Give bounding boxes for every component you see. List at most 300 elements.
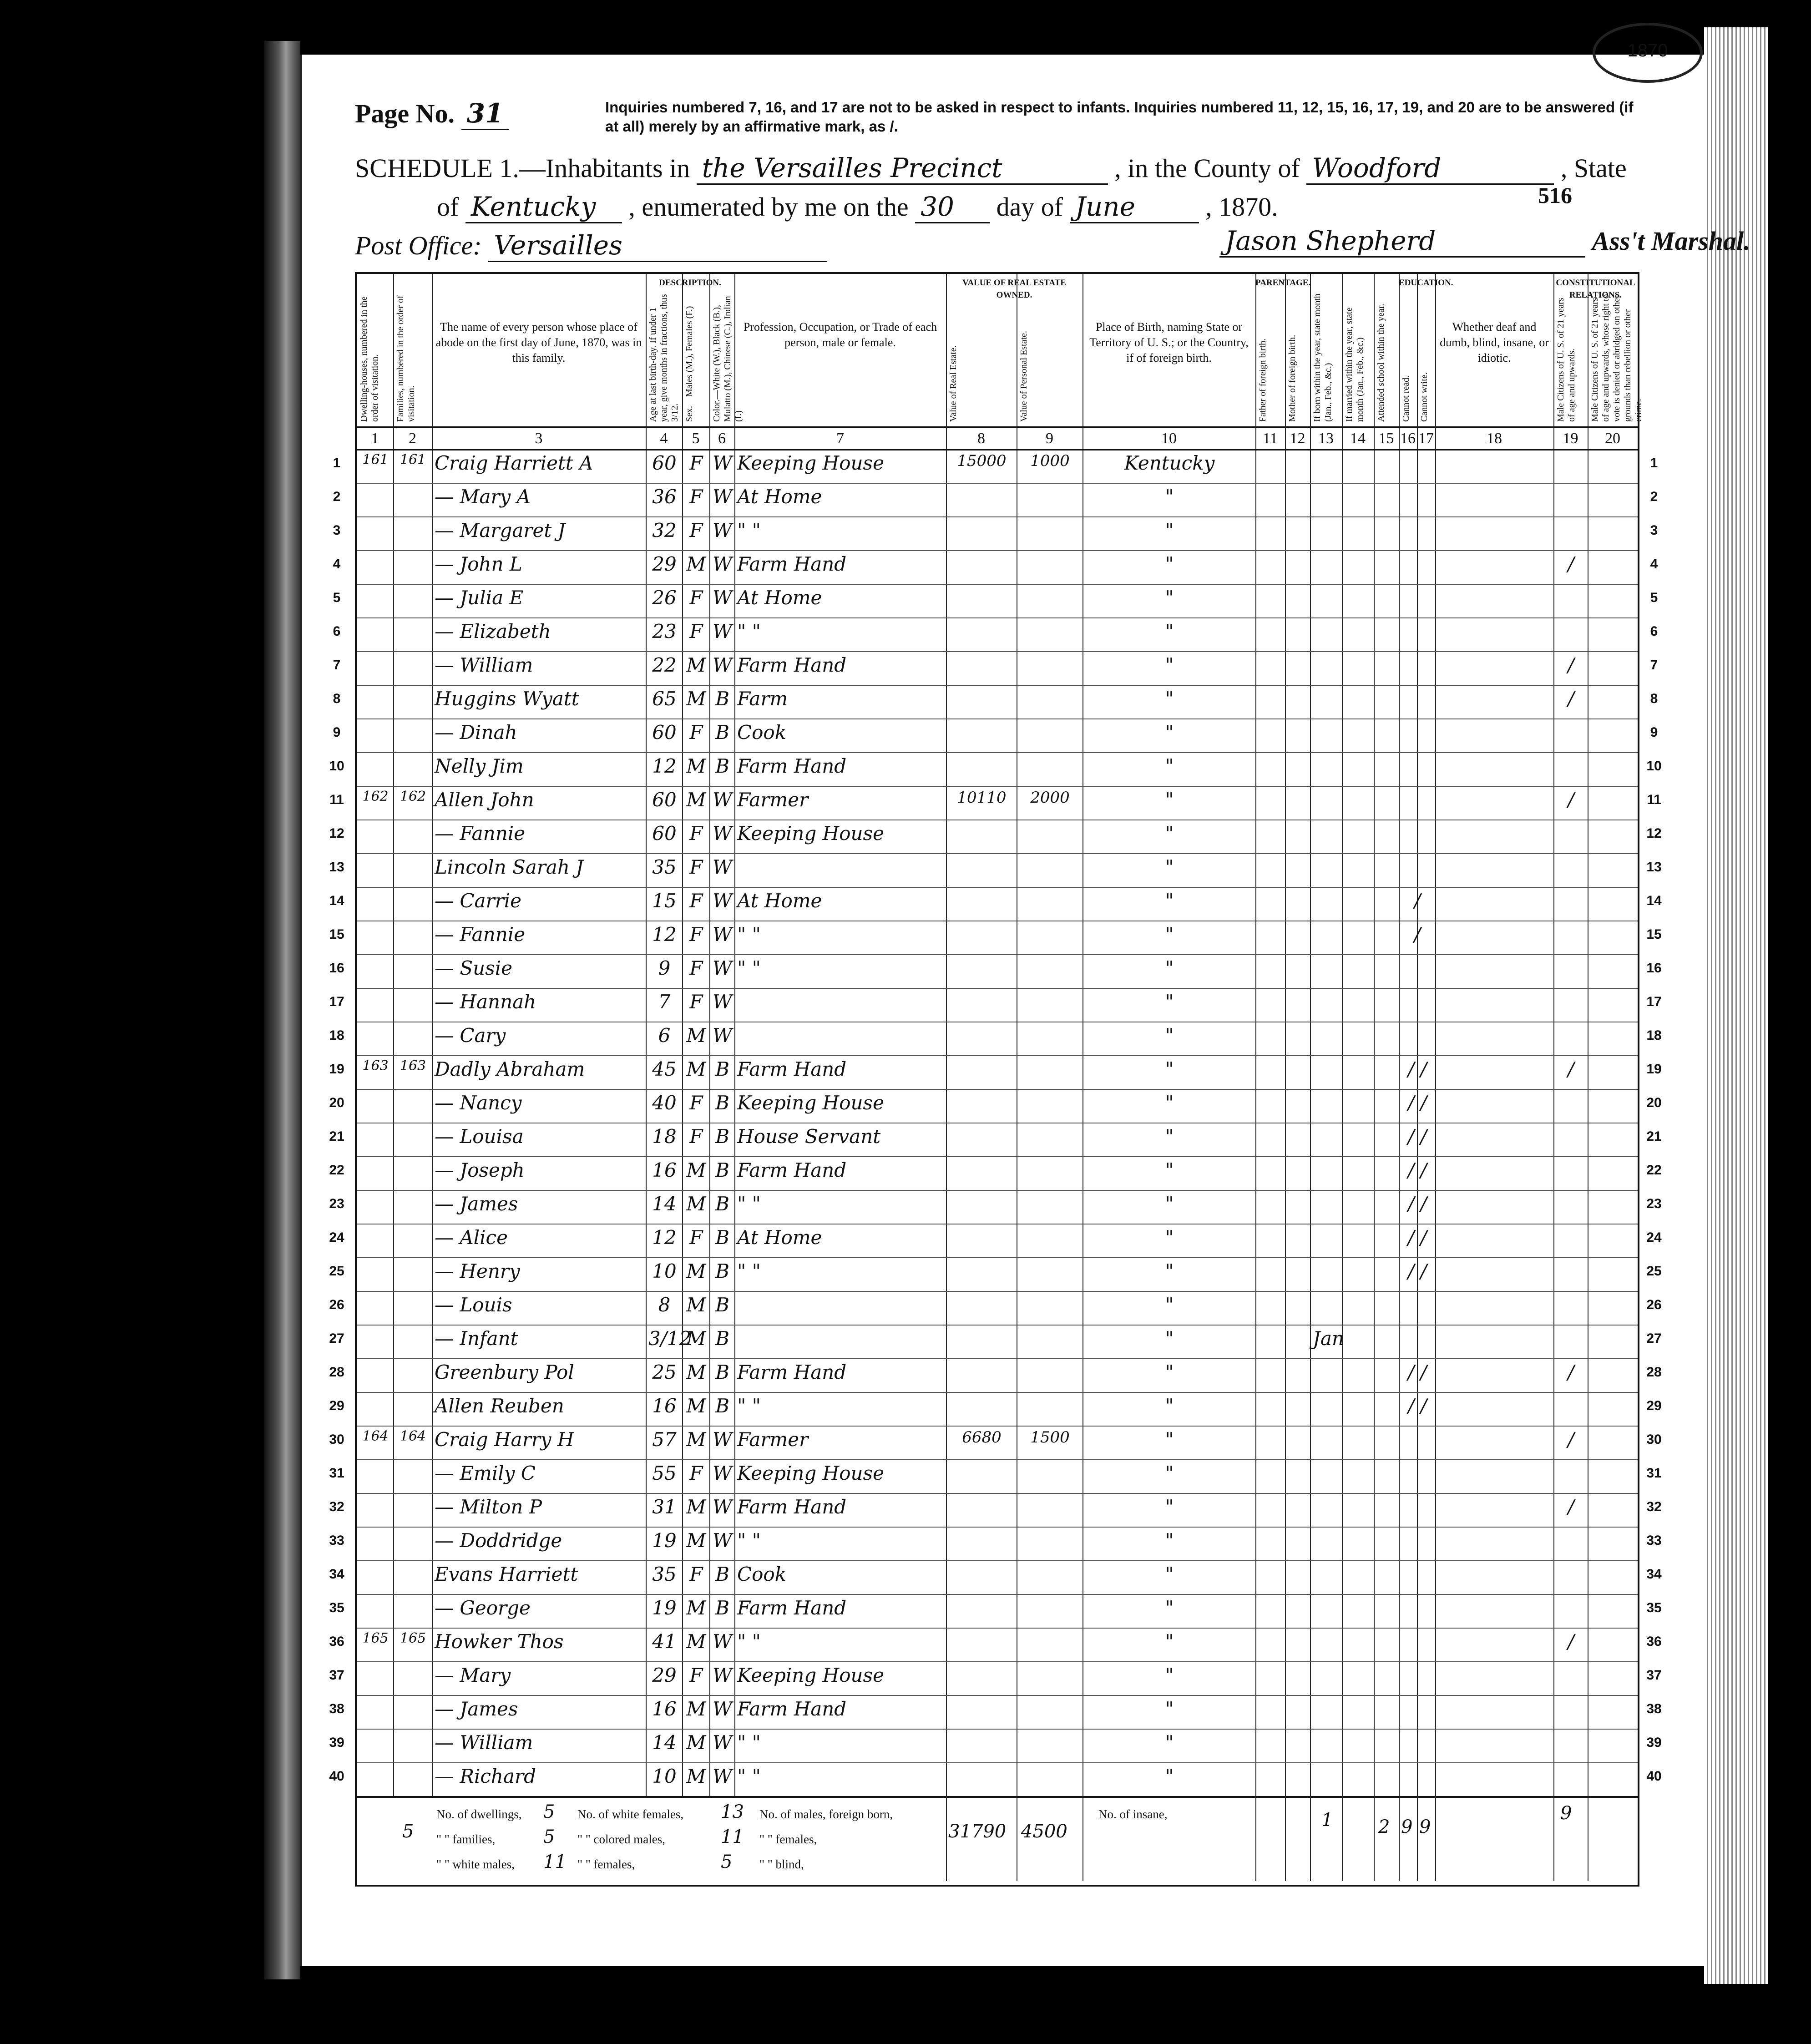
group-constitutional: CONSTITUTIONAL RELATIONS. [1556,278,1635,300]
birthplace: " [1165,856,1174,878]
sex: F [689,452,703,474]
color: W [712,486,733,508]
occupation: Keeping House [737,1462,884,1484]
color: B [715,688,729,710]
column-number-10: 10 [1161,430,1177,447]
occupation: Farmer [737,1428,809,1451]
sex: F [689,1125,703,1148]
row-number-right: 25 [1646,1264,1662,1279]
birthplace: " [1165,1496,1174,1518]
age: 36 [652,486,677,508]
row-number-right: 23 [1646,1196,1662,1211]
sex: F [689,519,703,541]
occupation: Farm Hand [737,1597,847,1619]
book-spine [264,41,300,1979]
education-marks: / / [1408,1361,1427,1383]
post-office-label: Post Office: [355,231,482,260]
post-office-name: Versailles [488,230,827,262]
occupation: " " [737,1260,761,1282]
birthplace: " [1165,1327,1174,1350]
color: B [715,721,729,744]
column-number-19: 19 [1563,430,1578,447]
education-marks: / / [1408,1125,1427,1148]
occupation: Farm Hand [737,755,847,777]
occupation: Farm Hand [737,1361,847,1383]
row-number-left: 39 [329,1735,344,1750]
personal-estate-value: 1500 [1030,1428,1070,1447]
page-label: Page No. [355,99,455,128]
footer-citizen-total: 9 [1560,1803,1572,1824]
row-number-left: 26 [329,1297,344,1312]
age: 60 [652,452,677,474]
column-divider [432,274,433,1796]
age: 16 [652,1159,677,1181]
color: B [715,1159,729,1181]
birthplace: " [1165,486,1174,508]
enumeration-line [437,191,1278,223]
footer-divider-v [1285,1796,1286,1881]
age: 45 [652,1058,677,1080]
citizen-mark: / [1568,1496,1574,1518]
occupation: " " [737,957,761,979]
row-number-left: 9 [333,725,341,740]
birthplace: " [1165,1529,1174,1552]
occupation: Keeping House [737,452,884,474]
column-number-14: 14 [1350,430,1366,447]
column-divider [1255,274,1256,1796]
occupation: " " [737,1395,761,1417]
color: W [712,789,733,811]
person-name: — Alice [435,1226,508,1249]
footer-families-value: 5 [543,1826,555,1847]
dwelling-number: 161 [362,452,389,468]
occupation: Farm [737,688,788,710]
group-parentage: PARENTAGE. [1255,278,1311,288]
color: W [712,1630,733,1653]
row-number-left: 1 [333,455,341,471]
column-number-17: 17 [1418,430,1434,447]
column-header-14: If married within the year, state month (Jan., Feb., &c.) [1344,307,1365,422]
column-header-11: Father of foreign birth. [1258,338,1268,422]
birthplace: " [1165,1058,1174,1080]
number-row-divider [357,449,1638,450]
color: W [712,1024,733,1047]
occupation: Farm Hand [737,1159,847,1181]
age: 55 [652,1462,677,1484]
color: W [712,1529,733,1552]
education-marks: / / [1408,1226,1427,1249]
row-number-left: 3 [333,523,341,538]
person-name: — Margaret J [435,519,566,541]
row-number-left: 2 [333,489,341,504]
footer-females-label: " " females, [759,1832,817,1846]
birthplace: " [1165,1563,1174,1585]
row-number-left: 16 [329,961,344,976]
birthplace: " [1165,923,1174,946]
row-number-right: 18 [1646,1028,1662,1043]
person-name: — Carrie [435,890,521,912]
sex: M [686,1698,706,1720]
family-number: 161 [400,452,426,468]
column-number-6: 6 [718,430,726,447]
row-number-right: 10 [1646,759,1662,774]
row-divider [357,1560,1638,1561]
sex: M [686,1327,706,1350]
column-header-12: Mother of foreign birth. [1287,334,1297,422]
column-divider [1435,274,1436,1796]
schedule-label: SCHEDULE 1.—Inhabitants in [355,153,690,183]
age: 7 [658,991,671,1013]
column-header-16: Cannot read. [1401,375,1411,422]
birthplace: " [1165,991,1174,1013]
citizen-mark: / [1568,688,1574,710]
column-header-20: Male Citizens of U. S. of 21 years of age and upwards, whose right to vote is denied or abridged on other grounds than rebellion or other crime. [1590,294,1644,422]
row-divider [357,1089,1638,1090]
sex: F [689,822,703,845]
personal-estate-value: 1000 [1030,452,1070,470]
row-number-right: 38 [1646,1701,1662,1716]
state-name: Kentucky [465,191,622,223]
row-divider [357,1257,1638,1258]
dwelling-number: 162 [362,789,389,804]
row-divider [357,651,1638,652]
sex: M [686,1597,706,1619]
state-label: , State [1560,153,1627,183]
color: B [715,1327,729,1350]
sex: F [689,620,703,643]
column-header-2: Families, numbered in the order of visitation. [395,295,416,422]
age: 29 [652,553,677,575]
age: 65 [652,688,677,710]
age: 26 [652,587,677,609]
sex: M [686,1260,706,1282]
row-number-left: 32 [329,1499,344,1514]
column-header-19: Male Citizens of U. S. of 21 years of age and upwards. [1556,298,1577,422]
corner-stamp: 1870 [1593,23,1703,83]
footer-school-total: 2 [1378,1816,1390,1837]
person-name: — John L [435,553,522,575]
birthplace: " [1165,1361,1174,1383]
color: W [712,1765,733,1787]
group-value: VALUE OF REAL ESTATE OWNED. [962,278,1066,300]
color: B [715,1092,729,1114]
age: 57 [652,1428,677,1451]
color: W [712,1496,733,1518]
sex: M [686,553,706,575]
sex: F [689,1664,703,1686]
column-number-12: 12 [1290,430,1305,447]
marshal-label: Ass't Marshal. [1592,226,1750,256]
color: W [712,620,733,643]
occupation: " " [737,519,761,541]
birthplace: " [1165,1294,1174,1316]
row-number-left: 22 [329,1163,344,1178]
person-name: Craig Harry H [435,1428,574,1451]
row-number-right: 15 [1646,927,1662,942]
sex: M [686,755,706,777]
row-number-right: 26 [1646,1297,1662,1312]
occupation: Keeping House [737,1664,884,1686]
column-header-15: Attended school within the year. [1376,304,1386,422]
education-marks: / [1414,890,1421,912]
person-name: Allen John [435,789,534,811]
column-divider [1310,274,1311,1796]
person-name: Nelly Jim [435,755,524,777]
column-divider [946,274,947,1796]
sex: M [686,789,706,811]
person-name: — James [435,1698,518,1720]
person-name: Huggins Wyatt [435,688,579,710]
column-header-17: Cannot write. [1419,372,1429,422]
birthplace: " [1165,1125,1174,1148]
sex: F [689,1462,703,1484]
footer-divider-v [946,1796,947,1881]
row-number-right: 34 [1646,1567,1662,1582]
person-name: — Louisa [435,1125,524,1148]
occupation: At Home [737,587,822,609]
row-number-left: 30 [329,1432,344,1447]
row-number-left: 29 [329,1398,344,1413]
footer-divider-v [1417,1796,1418,1881]
birthplace: " [1165,1630,1174,1653]
age: 9 [658,957,671,979]
person-name: — Elizabeth [435,620,551,643]
age: 40 [652,1092,677,1114]
row-number-right: 28 [1646,1365,1662,1380]
footer-divider-v [1553,1796,1554,1881]
birthplace: " [1165,957,1174,979]
column-header-5: Sex.—Males (M.), Females (F.) [684,306,694,422]
row-number-right: 29 [1646,1398,1662,1413]
color: W [712,553,733,575]
occupation: Farm Hand [737,553,847,575]
age: 15 [652,890,677,912]
birthplace: " [1165,620,1174,643]
row-number-left: 37 [329,1668,344,1683]
row-number-left: 28 [329,1365,344,1380]
row-divider [357,685,1638,686]
row-number-right: 32 [1646,1499,1662,1514]
occupation: Farm Hand [737,1058,847,1080]
person-name: — Susie [435,957,513,979]
page-number-line [355,98,509,130]
person-name: — Joseph [435,1159,525,1181]
row-number-right: 21 [1646,1129,1662,1144]
row-number-right: 22 [1646,1163,1662,1178]
row-number-left: 12 [329,826,344,841]
row-divider [357,1527,1638,1528]
education-marks: / / [1408,1159,1427,1181]
sex: F [689,587,703,609]
row-number-right: 40 [1646,1769,1662,1784]
age: 14 [652,1731,677,1754]
occupation: At Home [737,486,822,508]
color: W [712,856,733,878]
sex: M [686,688,706,710]
age: 35 [652,1563,677,1585]
row-number-right: 36 [1646,1634,1662,1649]
birthplace: " [1165,1395,1174,1417]
family-number: 164 [400,1428,426,1444]
age: 12 [652,1226,677,1249]
age: 41 [652,1630,677,1653]
age: 19 [652,1597,677,1619]
footer-divider-v [1310,1796,1311,1881]
age: 23 [652,620,677,643]
row-number-left: 24 [329,1230,344,1245]
row-number-right: 11 [1647,792,1661,807]
column-divider [1417,274,1418,1796]
color: B [715,1294,729,1316]
row-divider [357,516,1638,517]
row-divider [357,1729,1638,1730]
footer-blind-label: " " blind, [759,1857,804,1871]
age: 29 [652,1664,677,1686]
color: B [715,1597,729,1619]
day-of-label: day of [996,192,1063,222]
row-number-left: 27 [329,1331,344,1346]
footer-personal-estate-total: 4500 [1021,1821,1067,1842]
birthplace: " [1165,789,1174,811]
occupation: Farm Hand [737,654,847,676]
column-header-6: Color.—White (W.), Black (B.), Mulatto (M.), Chinese (C.), Indian (I.) [712,296,744,422]
real-estate-value: 10110 [957,789,1007,807]
row-number-right: 13 [1646,860,1662,875]
sex: F [689,856,703,878]
sex: M [686,1159,706,1181]
birthplace: " [1165,1765,1174,1787]
age: 60 [652,721,677,744]
birthplace: " [1165,654,1174,676]
row-number-right: 7 [1650,658,1658,673]
age: 32 [652,519,677,541]
occupation: Cook [737,721,787,744]
row-divider [357,1661,1638,1662]
column-number-16: 16 [1400,430,1416,447]
sex: F [689,1092,703,1114]
person-name: — Dinah [435,721,517,744]
sex: M [686,1193,706,1215]
row-divider [357,1190,1638,1191]
row-number-left: 34 [329,1567,344,1582]
family-number: 163 [400,1058,426,1074]
age: 6 [658,1024,671,1047]
birthplace: Kentucky [1124,452,1215,474]
birthplace: " [1165,721,1174,744]
real-estate-value: 6680 [962,1428,1002,1447]
row-number-left: 35 [329,1600,344,1615]
education-marks: / / [1408,1092,1427,1114]
person-name: Dadly Abraham [435,1058,585,1080]
column-divider [709,274,710,1796]
occupation: " " [737,1193,761,1215]
row-number-right: 35 [1646,1600,1662,1615]
row-number-left: 23 [329,1196,344,1211]
footer-colored-males-label: " " colored males, [577,1832,665,1846]
row-number-right: 3 [1650,523,1658,538]
person-name: — William [435,654,533,676]
row-divider [357,887,1638,888]
row-number-left: 6 [333,624,341,639]
color: B [715,1125,729,1148]
age: 22 [652,654,677,676]
occupation: Keeping House [737,1092,884,1114]
footer-colored-females-label: " " females, [577,1857,635,1871]
row-number-right: 24 [1646,1230,1662,1245]
person-name: — Cary [435,1024,506,1047]
color: W [712,1462,733,1484]
column-divider [1285,274,1286,1796]
person-name: — Mary A [435,486,531,508]
sex: M [686,654,706,676]
footer-divider-v [1255,1796,1256,1881]
footer-colored-males-value: 11 [721,1826,744,1847]
row-number-left: 19 [329,1062,344,1077]
citizen-mark: / [1568,654,1574,676]
birthplace: " [1165,1698,1174,1720]
sex: F [689,957,703,979]
column-header-8: Value of Real Estate. [948,345,958,422]
marshal-signature: Jason Shepherd [1219,225,1585,258]
footer-white-males-label: " " white males, [436,1857,515,1871]
marshal-line [1219,225,1750,258]
column-header-1: Dwelling-houses, numbered in the order of visitation. [359,296,380,422]
color: B [715,1058,729,1080]
sex: F [689,991,703,1013]
color: B [715,755,729,777]
row-number-left: 25 [329,1264,344,1279]
column-divider [393,274,394,1796]
age: 3/12 [648,1327,692,1350]
birthplace: " [1165,1260,1174,1282]
row-number-right: 33 [1646,1533,1662,1548]
post-office-line [355,230,827,262]
person-name: — Hannah [435,991,536,1013]
enumeration-day: 30 [915,191,990,223]
education-marks: / / [1408,1260,1427,1282]
birthplace: " [1165,755,1174,777]
color: B [715,1226,729,1249]
color: W [712,654,733,676]
row-divider [357,1325,1638,1326]
row-divider [357,1493,1638,1494]
age: 12 [652,755,677,777]
of-label: of [437,192,459,222]
birthplace: " [1165,1226,1174,1249]
person-name: Howker Thos [435,1630,564,1653]
person-name: — Fannie [435,923,526,946]
column-number-20: 20 [1605,430,1620,447]
column-divider [682,274,683,1796]
sex: M [686,1496,706,1518]
column-number-5: 5 [692,430,700,447]
occupation: Keeping House [737,822,884,845]
age: 8 [658,1294,671,1316]
header-divider [357,426,1638,428]
age: 18 [652,1125,677,1148]
birthplace: " [1165,553,1174,575]
birthplace: " [1165,1731,1174,1754]
census-table [355,272,1644,1887]
occupation: " " [737,923,761,946]
footer-read-total: 9 [1401,1816,1413,1837]
row-divider [357,752,1638,753]
sex: F [689,721,703,744]
row-divider [357,584,1638,585]
dwelling-number: 165 [362,1630,389,1646]
group-description: DESCRIPTION. [659,278,721,288]
occupation: " " [737,620,761,643]
